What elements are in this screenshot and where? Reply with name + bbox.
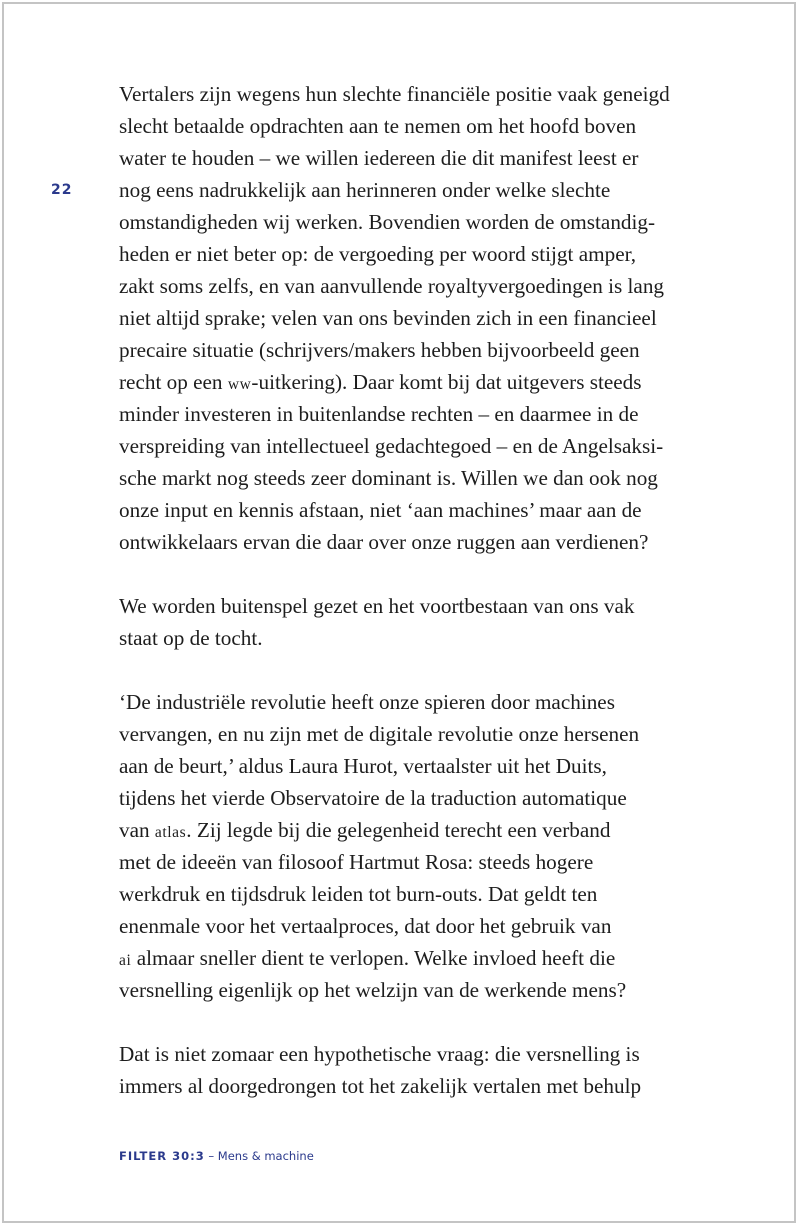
text-segment: almaar sneller dient te verlopen. Welke invloed heeft die: [131, 946, 616, 970]
text-line: omstandigheden wij werken. Bovendien worden de omstandig-: [119, 210, 656, 234]
text-line: [119, 942, 719, 974]
text-line: sche markt nog steeds zeer dominant is. Willen we dan ook nog: [119, 466, 658, 490]
text-line: nog eens nadrukkelijk aan herinneren onder welke slechte: [119, 178, 611, 202]
book-page: [2, 2, 796, 1223]
text-line: zakt soms zelfs, en van aanvullende royaltyvergoedingen is lang: [119, 274, 665, 298]
text-line: niet altijd sprake; velen van ons bevinden zich in een financieel: [119, 306, 657, 330]
text-line: slecht betaalde opdrachten aan te nemen om het hoofd boven: [119, 114, 637, 138]
text-line: [119, 814, 719, 846]
small-caps-abbreviation: ww: [227, 376, 252, 393]
page-number: 22: [51, 182, 73, 198]
paragraph-gap: [119, 654, 719, 686]
text-line: vervangen, en nu zijn met de digitale revolutie onze hersenen: [119, 722, 640, 746]
text-segment: -uitkering). Daar komt bij dat uitgevers steeds: [251, 370, 642, 394]
paragraph: [119, 686, 719, 1006]
text-line: werkdruk en tijdsdruk leiden tot burn-outs. Dat geldt ten: [119, 882, 598, 906]
paragraph: [119, 1038, 719, 1102]
small-caps-abbreviation: ai: [119, 952, 132, 969]
text-segment: van: [119, 818, 155, 842]
text-line: Dat is niet zomaar een hypothetische vraag: die versnelling is: [119, 1042, 640, 1066]
text-line: tijdens het vierde Observatoire de la traduction automatique: [119, 786, 627, 810]
text-line: water te houden – we willen iedereen die dit manifest leest er: [119, 146, 639, 170]
text-line: heden er niet beter op: de vergoeding per woord stijgt amper,: [119, 242, 637, 266]
text-line: [119, 366, 719, 398]
text-segment: recht op een: [119, 370, 228, 394]
text-line: precaire situatie (schrijvers/makers hebben bijvoorbeeld geen: [119, 338, 640, 362]
text-segment: . Zij legde bij die gelegenheid terecht een verband: [186, 818, 611, 842]
text-line: versnelling eigenlijk op het welzijn van de werkende mens?: [119, 978, 627, 1002]
running-footer: [119, 1149, 314, 1163]
small-caps-abbreviation: atlas: [154, 824, 187, 841]
text-line: Vertalers zijn wegens hun slechte financiële positie vaak geneigd: [119, 82, 670, 106]
text-line: ‘De industriële revolutie heeft onze spieren door machines: [119, 690, 615, 714]
paragraph: [119, 78, 719, 558]
journal-title: FILTER 30:3: [119, 1149, 205, 1163]
text-line: onze input en kennis afstaan, niet ‘aan machines’ maar aan de: [119, 498, 642, 522]
text-line: verspreiding van intellectueel gedachtegoed – en de Angelsaksi-: [119, 434, 664, 458]
section-title: – Mens & machine: [204, 1149, 314, 1163]
text-line: immers al doorgedrongen tot het zakelijk vertalen met behulp: [119, 1074, 642, 1098]
text-line: ontwikkelaars ervan die daar over onze ruggen aan verdienen?: [119, 530, 649, 554]
text-line: minder investeren in buitenlandse rechten – en daarmee in de: [119, 402, 639, 426]
paragraph-gap: [119, 1006, 719, 1038]
text-line: We worden buitenspel gezet en het voortbestaan van ons vak: [119, 594, 635, 618]
body-text: [119, 78, 719, 1102]
paragraph: [119, 590, 719, 654]
text-line: aan de beurt,’ aldus Laura Hurot, vertaalster uit het Duits,: [119, 754, 607, 778]
text-line: met de ideeën van filosoof Hartmut Rosa: steeds hogere: [119, 850, 594, 874]
paragraph-gap: [119, 558, 719, 590]
text-line: staat op de tocht.: [119, 626, 263, 650]
text-line: enenmale voor het vertaalproces, dat door het gebruik van: [119, 914, 612, 938]
